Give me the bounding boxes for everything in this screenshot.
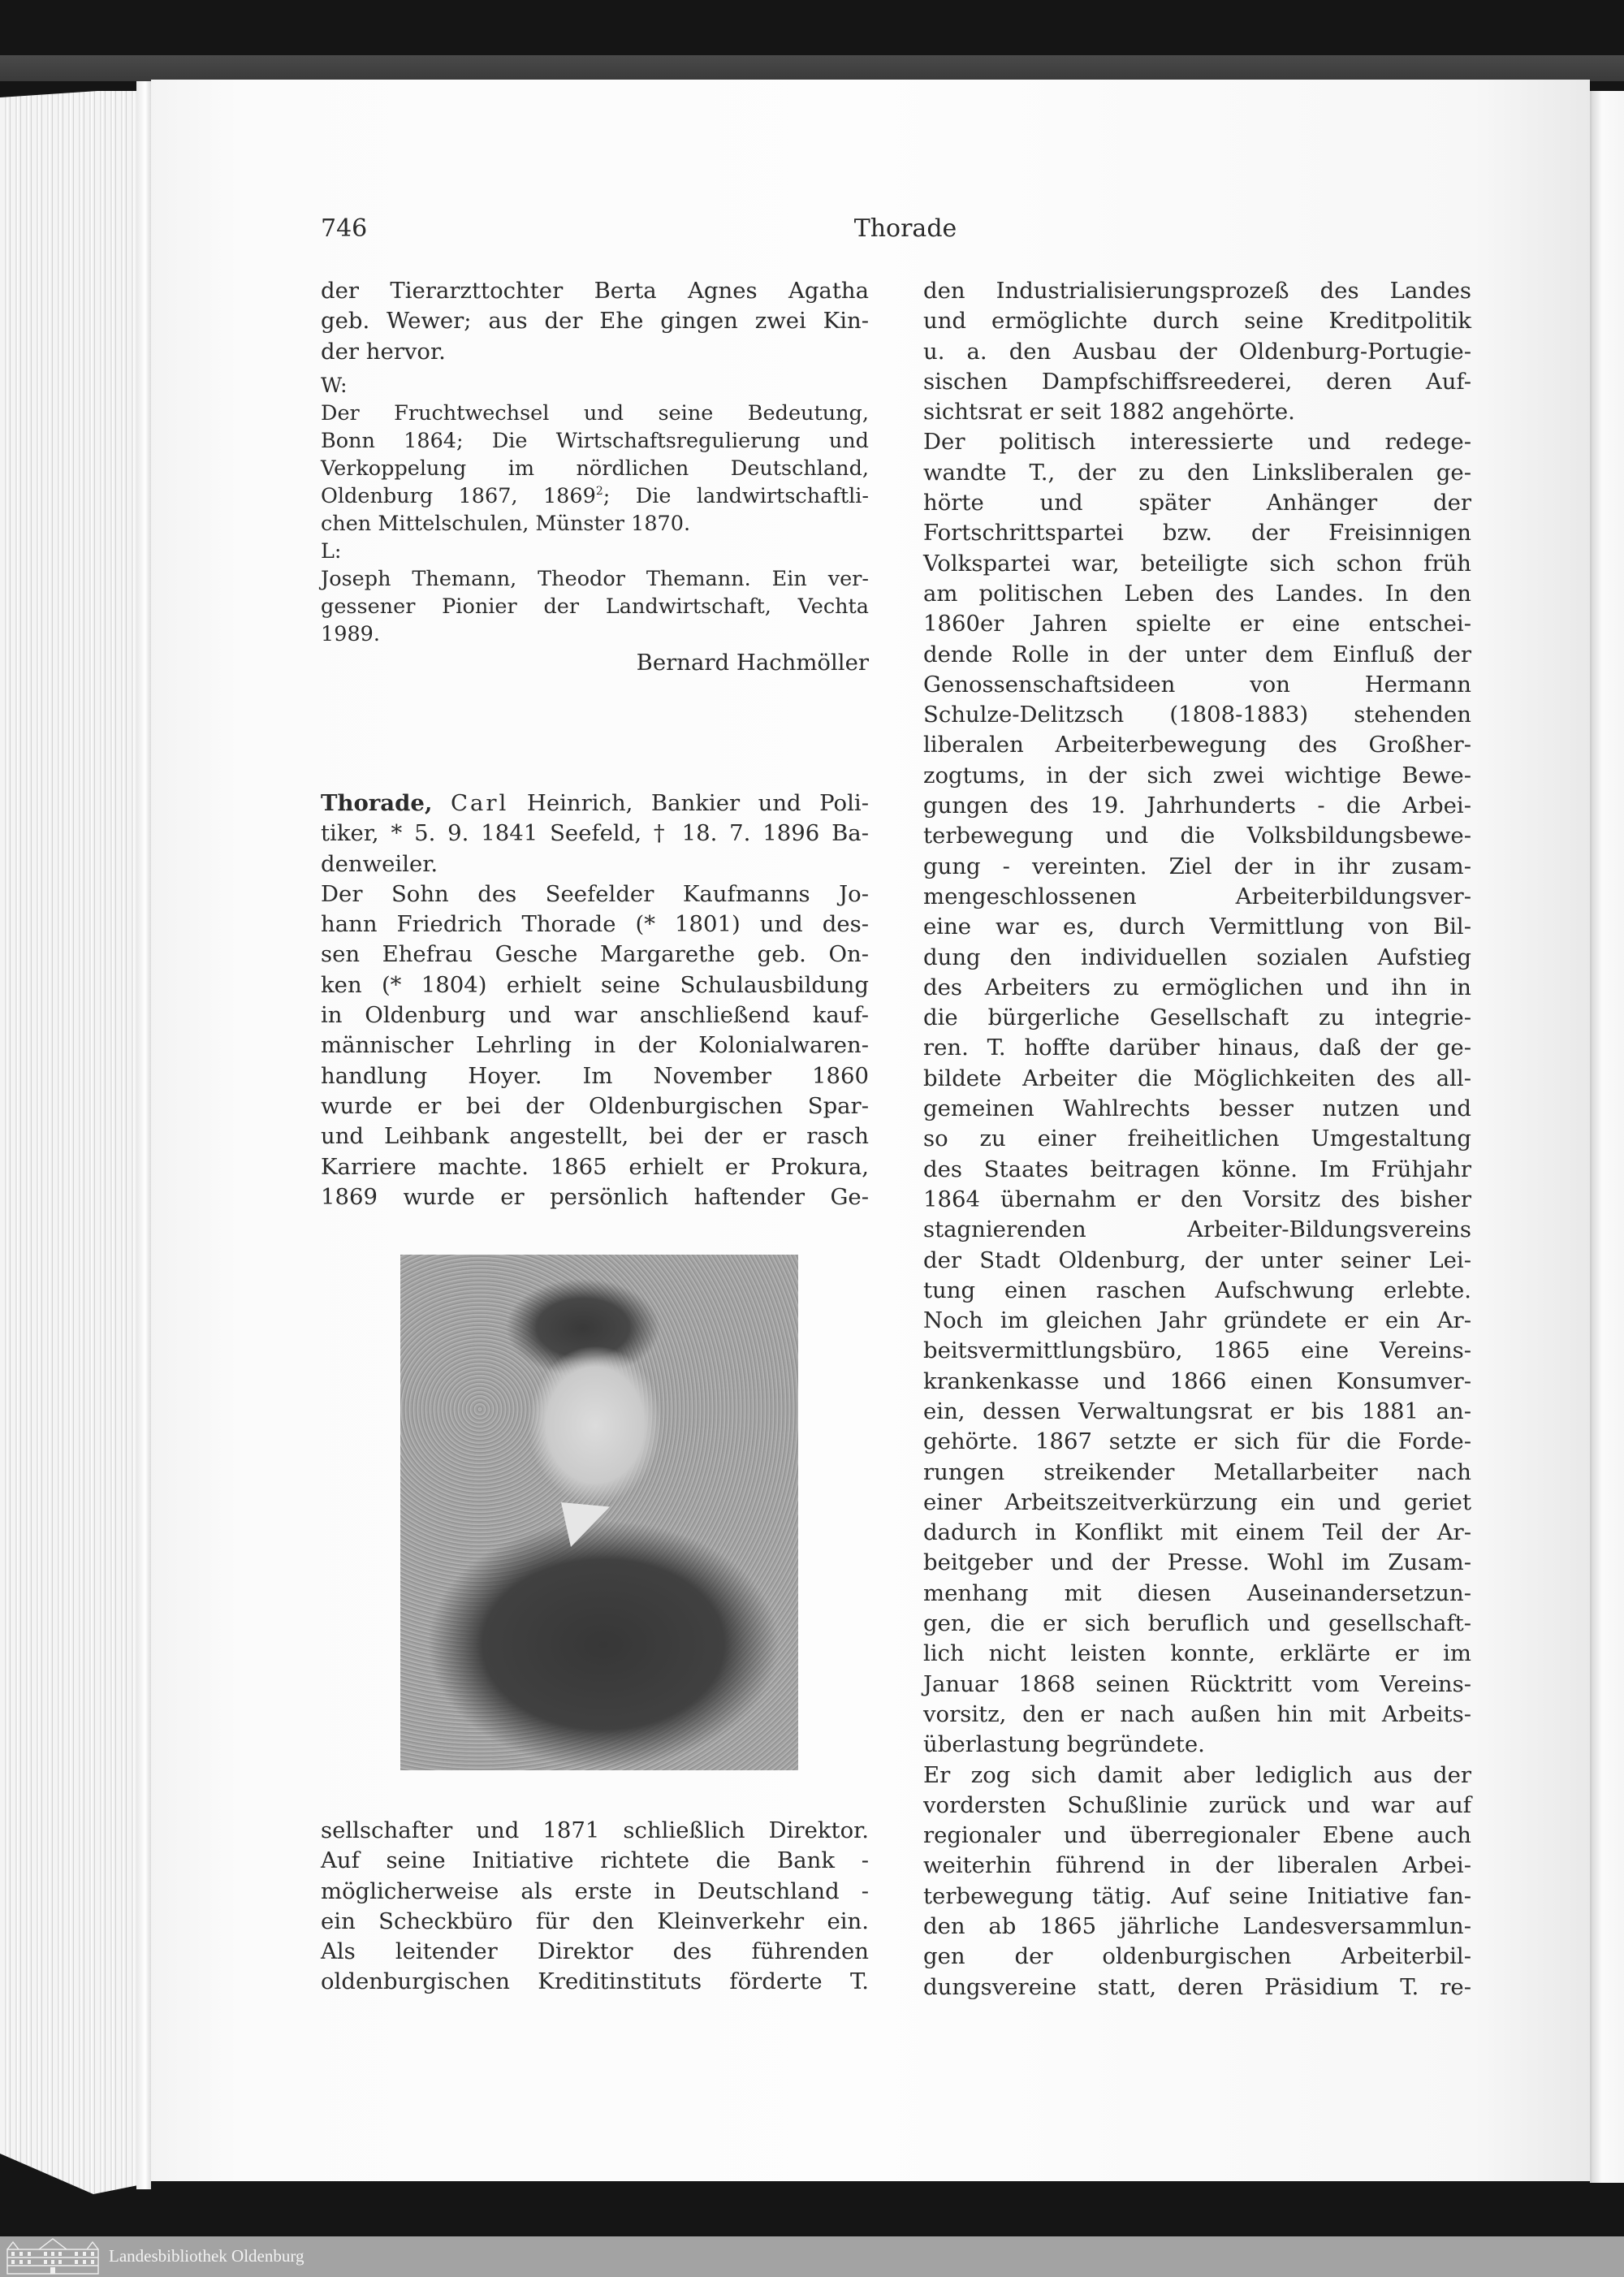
text-line: beitgeber und der Presse. Wohl im Zusam- (923, 1549, 1471, 1576)
text-line: geb. Wewer; aus der Ehe gingen zwei Kin- (321, 308, 869, 335)
edition-superscript: 2 (595, 484, 603, 498)
text-line: männischer Lehrling in der Kolonialwaren- (321, 1032, 869, 1059)
text-line: tiker, * 5. 9. 1841 Seefeld, † 18. 7. 1896 Ba- (321, 820, 869, 847)
text-fragment: Oldenburg 1867, 1869 (321, 483, 596, 508)
text-line: rungen streikender Metallarbeiter nach (923, 1458, 1471, 1485)
entry-left-bottom (321, 1816, 869, 1998)
text-line: terbewegung tätig. Auf seine Initiative fan- (923, 1882, 1471, 1909)
previous-entry-tail (321, 276, 869, 367)
text-line: dende Rolle in der unter dem Einfluß der (923, 641, 1471, 668)
literature-label: L: (321, 538, 342, 564)
text-line: der Stadt Oldenburg, der unter seiner Lei- (923, 1247, 1471, 1273)
text-line: tung einen raschen Aufschwung erlebte. (923, 1277, 1471, 1303)
page-stack-edge (0, 91, 150, 2194)
text-line: regionaler und überregionaler Ebene auch (923, 1822, 1471, 1849)
text-line: menhang mit diesen Auseinandersetzun- (923, 1579, 1471, 1606)
text-line: sellschafter und 1871 schließlich Direktor. (321, 1817, 869, 1843)
running-title: Thorade (853, 214, 957, 243)
text-line: Noch im gleichen Jahr gründete er ein Ar- (923, 1307, 1471, 1334)
library-name: Landesbibliothek Oldenburg (109, 2246, 304, 2266)
text-line: dungsvereine statt, deren Präsidium T. re- (923, 1973, 1471, 2000)
text-line: stagnierenden Arbeiter-Bildungsvereins (923, 1216, 1471, 1243)
text-line: wurde er bei der Oldenburgischen Spar- (321, 1092, 869, 1119)
text-line: gen der oldenburgischen Arbeiterbil- (923, 1943, 1471, 1970)
text-line: Auf seine Initiative richtete die Bank - (321, 1847, 869, 1874)
text-line: 1860er Jahren spielte er eine entschei- (923, 611, 1471, 637)
text-line: ren. T. hoffte darüber hinaus, daß der ge- (923, 1035, 1471, 1061)
previous-entry (321, 276, 869, 678)
text-line: mengeschlossenen Arbeiterbildungsver- (923, 883, 1471, 910)
text-line: gungen des 19. Jahrhunderts - die Arbei- (923, 793, 1471, 819)
text-line: gen, die er sich beruflich und gesellschaft- (923, 1610, 1471, 1637)
book-top-edge (0, 55, 1624, 81)
text-line: eine war es, durch Vermittlung von Bil- (923, 914, 1471, 940)
text-line: dung den individuellen sozialen Aufstieg (923, 944, 1471, 970)
entry-headword: Thorade, (321, 790, 433, 816)
works-label: W: (321, 373, 348, 398)
text-line: in Oldenburg und war anschließend kauf- (321, 1002, 869, 1029)
text-line: Schulze-Delitzsch (1808-1883) stehenden (923, 702, 1471, 728)
text-line: Karriere machte. 1865 erhielt er Prokura, (321, 1153, 869, 1180)
text-line: bildete Arbeiter die Möglichkeiten des all- (923, 1065, 1471, 1091)
text-line: Januar 1868 seinen Rücktritt vom Vereins- (923, 1670, 1471, 1697)
text-line: sischen Dampfschiffsreederei, deren Auf- (923, 368, 1471, 395)
text-line: Als leitender Direktor des führenden (321, 1938, 869, 1965)
works-section (321, 372, 869, 648)
entry-heading-and-intro (321, 789, 869, 1212)
text-line: der Tierarzttochter Berta Agnes Agatha (321, 278, 869, 304)
text-line: denweiler. (321, 850, 438, 877)
text-line: Der politisch interessierte und redege- (923, 429, 1471, 456)
text-line: Der Fruchtwechsel und seine Bedeutung, (321, 400, 869, 426)
text-line: chen Mittelschulen, Münster 1870. (321, 511, 691, 536)
text-line: ein, dessen Verwaltungsrat er bis 1881 an- (923, 1398, 1471, 1424)
text-line: den ab 1865 jährliche Landesversammlun- (923, 1913, 1471, 1940)
text-line: und Leihbank angestellt, bei der er rasch (321, 1123, 869, 1150)
text-line (321, 482, 869, 510)
text-line: u. a. den Ausbau der Oldenburg-Portugie- (923, 338, 1471, 365)
text-line: Genossenschaftsideen von Hermann (923, 671, 1471, 698)
text-line: hörte und später Anhänger der (923, 490, 1471, 516)
text-line: gemeinen Wahlrechts besser nutzen und (923, 1095, 1471, 1122)
text-line: 1989. (321, 621, 381, 646)
author-signature: Bernard Hachmöller (636, 649, 869, 676)
text-line: gessener Pionier der Landwirtschaft, Vechta (321, 594, 869, 619)
text-line: den Industrialisierungsprozeß des Landes (923, 278, 1471, 304)
text-line: der hervor. (321, 338, 446, 365)
text-line: liberalen Arbeiterbewegung des Großher- (923, 732, 1471, 758)
library-footer (0, 2236, 1624, 2277)
page-number: 746 (321, 214, 368, 243)
text-line: gung - vereinten. Ziel der in ihr zusam- (923, 853, 1471, 879)
text-line: lich nicht leisten konnte, erklärte er im (923, 1640, 1471, 1667)
text-line: wandte T., der zu den Linksliberalen ge- (923, 459, 1471, 486)
text-line: Volkspartei war, beteiligte sich schon früh (923, 550, 1471, 577)
text-line: zogtums, in der sich zwei wichtige Bewe- (923, 762, 1471, 789)
text-line: beitsvermittlungsbüro, 1865 eine Vereins- (923, 1337, 1471, 1364)
text-line: des Arbeiters zu ermöglichen und ihn in (923, 974, 1471, 1000)
entry-right-column (923, 276, 1471, 2003)
text-line: 1864 übernahm er den Vorsitz des bisher (923, 1186, 1471, 1212)
text-line: möglicherweise als erste in Deutschland - (321, 1877, 869, 1904)
facing-page-edge (1590, 91, 1624, 2183)
entry-heading-rest: Heinrich, Bankier und Poli- (508, 790, 869, 816)
text-fragment: ; Die landwirtschaftli- (603, 483, 869, 508)
text-line: Joseph Themann, Theodor Themann. Ein ver- (321, 566, 869, 591)
text-line: Verkoppelung im nördlichen Deutschland, (321, 456, 869, 481)
text-line: dadurch in Konflikt mit einem Teil der Ar- (923, 1519, 1471, 1546)
text-line: am politischen Leben des Landes. In den (923, 580, 1471, 607)
entry-given-name: Carl (450, 790, 509, 816)
text-line: vordersten Schußlinie zurück und war auf (923, 1791, 1471, 1818)
text-line: sichtsrat er seit 1882 angehörte. (923, 399, 1295, 426)
text-line: handlung Hoyer. Im November 1860 (321, 1062, 869, 1089)
text-line: sen Ehefrau Gesche Margarethe geb. On- (321, 941, 869, 968)
text-line: einer Arbeitszeitverkürzung ein und geriet (923, 1488, 1471, 1515)
text-line: oldenburgischen Kreditinstituts förderte T. (321, 1968, 869, 1995)
text-line: vorsitz, den er nach außen hin mit Arbeits- (923, 1700, 1471, 1727)
text-line: Bonn 1864; Die Wirtschaftsregulierung und (321, 428, 869, 453)
text-line: ein Scheckbüro für den Kleinverkehr ein. (321, 1908, 869, 1934)
text-line: überlastung begründete. (923, 1731, 1205, 1758)
text-line: des Staates beitragen könne. Im Frühjahr (923, 1156, 1471, 1182)
entry-heading-line (321, 789, 869, 819)
library-building-logo-icon (5, 2238, 101, 2275)
page-stack-highlight (136, 81, 151, 2189)
text-line: Fortschrittspartei bzw. der Freisinnigen (923, 520, 1471, 547)
text-line: und ermöglichte durch seine Kreditpolitik (923, 308, 1471, 335)
text-line: Der Sohn des Seefelder Kaufmanns Jo- (321, 880, 869, 907)
text-line: krankenkasse und 1866 einen Konsumver- (923, 1367, 1471, 1394)
text-line: so zu einer freiheitlichen Umgestaltung (923, 1126, 1471, 1152)
text-line: gehörte. 1867 setzte er sich für die Forde- (923, 1428, 1471, 1455)
text-line: 1869 wurde er persönlich haftender Ge- (321, 1183, 869, 1210)
text-line: weiterhin führend in der liberalen Arbei- (923, 1852, 1471, 1879)
text-line: die bürgerliche Gesellschaft zu integrie- (923, 1005, 1471, 1031)
portrait-collar (561, 1502, 610, 1547)
text-line: ken (* 1804) erhielt seine Schulausbildung (321, 971, 869, 998)
text-line: Er zog sich damit aber lediglich aus der (923, 1761, 1471, 1788)
text-line: terbewegung und die Volksbildungsbewe- (923, 823, 1471, 849)
text-line: hann Friedrich Thorade (* 1801) und des- (321, 911, 869, 938)
portrait-photo-icon (400, 1255, 798, 1770)
running-head (321, 214, 1490, 255)
